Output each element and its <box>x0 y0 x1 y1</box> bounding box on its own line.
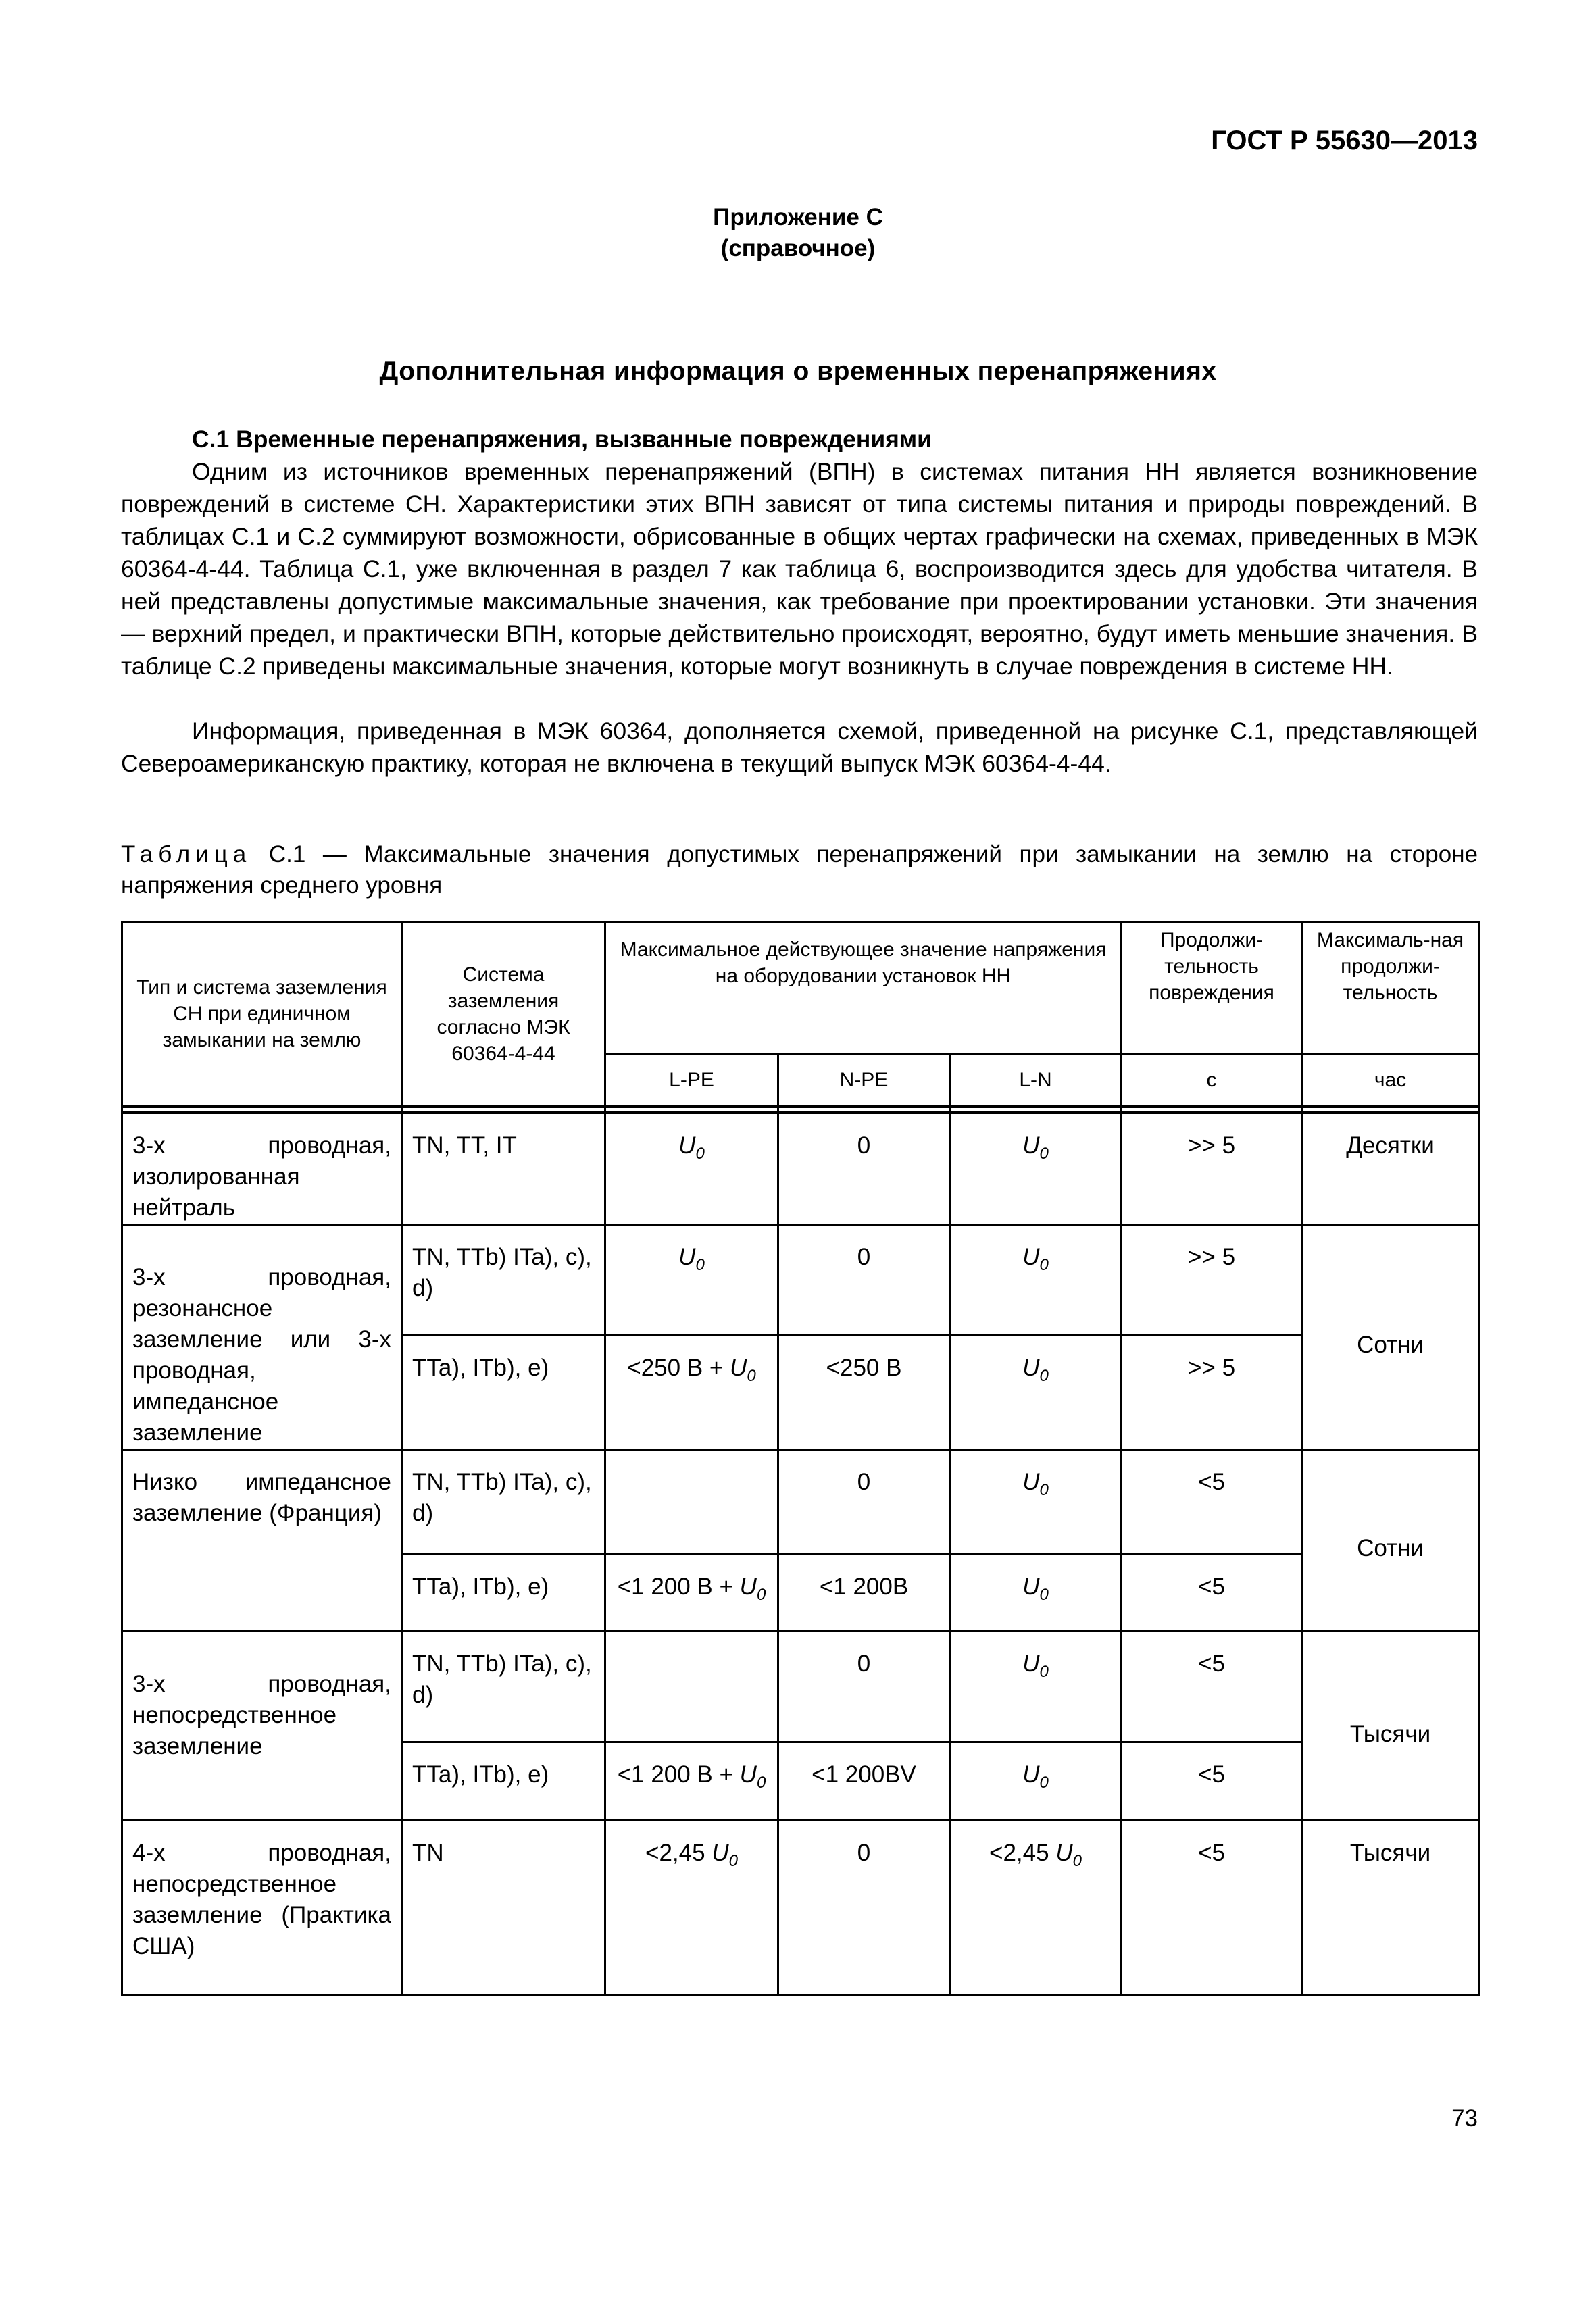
cell-max-duration: Тысячи <box>1302 1821 1479 1995</box>
cell-duration: <5 <box>1122 1555 1302 1632</box>
cell-type: 3-х проводная, непосредственное заземление <box>122 1632 402 1821</box>
header-type: Тип и система заземления СН при единичном замыкании на землю <box>122 922 402 1107</box>
u0-subscript: 0 <box>1072 1852 1082 1870</box>
cell-max-duration: Тысячи <box>1302 1632 1479 1821</box>
u0-symbol: U <box>739 1761 757 1788</box>
cell-lpe <box>605 1821 778 1995</box>
u0-subscript: 0 <box>695 1256 705 1274</box>
cell-max-duration: Десятки <box>1302 1113 1479 1225</box>
lpe-value: <2,45 <box>645 1840 712 1866</box>
section-title: Дополнительная информация о временных перенапряжениях <box>379 357 1217 386</box>
u0-symbol: U <box>1022 1574 1040 1600</box>
u0-symbol: U <box>1022 1355 1040 1381</box>
cell-system: TN, TTb) ITa), c), d) <box>402 1225 605 1336</box>
cell-npe: <250 В <box>778 1336 950 1450</box>
header-system: Система заземления согласно МЭК 60364-4-44 <box>402 922 605 1107</box>
table-caption <box>121 839 1478 901</box>
u0-symbol: U <box>1022 1761 1040 1788</box>
cell-system: TN, TTb) ITa), c), d) <box>402 1632 605 1742</box>
cell-type: 3-х проводная, резонансное заземление или 3-х проводная, импедансное заземление <box>122 1225 402 1450</box>
cell-npe: 0 <box>778 1450 950 1555</box>
header-max-duration: Максималь-ная продолжи-тельность <box>1302 922 1479 1055</box>
paragraph: Одним из источников временных перенапряжений (ВПН) в системах питания НН является возникновение повреждений в системе СН. Характеристики этих ВПН зависят от типа системы питания и природы повреждений. В таблицах С.1 и С.2 суммируют возможности, обрисованные в общих чертах графически на схемах, приведенных в МЭК 60364-4-44. Таблица С.1, уже включенная в раздел 7 как таблица 6, воспроизводится здесь для удобства читателя. В ней представлены допустимые максимальные значения, как требование при проектировании установки. Эти значения — верхний предел, и практически ВПН, которые действительно происходят, вероятно, будут иметь меньшие значения. В таблице С.2 приведены максимальные значения, которые могут возникнуть в случае повреждения в системе НН. <box>121 458 1478 680</box>
paragraph: Информация, приведенная в МЭК 60364, дополняется схемой, приведенной на рисунке С.1, представляющей Североамериканскую практику, которая не включена в текущий выпуск МЭК 60364-4-44. <box>121 718 1478 777</box>
cell-npe: <1 200BV <box>778 1742 950 1821</box>
cell-system: TTa), ITb), e) <box>402 1555 605 1632</box>
u0-symbol: U <box>712 1840 729 1866</box>
overvoltage-table <box>121 921 1480 1996</box>
table-caption-label: Таблица <box>121 841 252 867</box>
cell-ln <box>950 1742 1122 1821</box>
cell-system: TTa), ITb), e) <box>402 1336 605 1450</box>
u0-symbol: U <box>678 1244 696 1270</box>
cell-npe: 0 <box>778 1632 950 1742</box>
u0-subscript: 0 <box>756 1774 766 1792</box>
u0-subscript: 0 <box>1039 1481 1049 1499</box>
cell-max-duration: Сотни <box>1302 1450 1479 1632</box>
cell-npe: 0 <box>778 1113 950 1225</box>
lpe-value: <1 200 В + <box>617 1761 740 1788</box>
cell-lpe <box>605 1113 778 1225</box>
u0-subscript: 0 <box>1039 1256 1049 1274</box>
cell-ln <box>950 1821 1122 1995</box>
table-row <box>122 1632 1479 1742</box>
cell-ln <box>950 1225 1122 1336</box>
cell-lpe <box>605 1632 778 1742</box>
cell-lpe <box>605 1555 778 1632</box>
cell-duration: <5 <box>1122 1450 1302 1555</box>
cell-duration: >> 5 <box>1122 1336 1302 1450</box>
u0-symbol: U <box>678 1132 696 1159</box>
u0-subscript: 0 <box>695 1145 705 1163</box>
table-row <box>122 1450 1479 1555</box>
table-row <box>122 1113 1479 1225</box>
cell-lpe <box>605 1742 778 1821</box>
u0-symbol: U <box>1022 1651 1040 1677</box>
header-unit-s: с <box>1122 1055 1302 1107</box>
cell-ln <box>950 1113 1122 1225</box>
u0-symbol: U <box>739 1574 757 1600</box>
header-duration: Продолжи-тельность повреждения <box>1122 922 1302 1055</box>
cell-ln <box>950 1555 1122 1632</box>
u0-symbol: U <box>730 1355 747 1381</box>
u0-subscript: 0 <box>747 1367 756 1385</box>
cell-npe: 0 <box>778 1821 950 1995</box>
cell-npe: 0 <box>778 1225 950 1336</box>
u0-symbol: U <box>1022 1132 1040 1159</box>
header-npe: N-PE <box>778 1055 950 1107</box>
document-code: ГОСТ Р 55630—2013 <box>1211 126 1478 155</box>
cell-lpe <box>605 1450 778 1555</box>
annex-title: Приложение С <box>713 204 883 230</box>
cell-ln <box>950 1450 1122 1555</box>
u0-subscript: 0 <box>1039 1663 1049 1681</box>
header-unit-h: час <box>1302 1055 1479 1107</box>
subsection-heading: С.1 Временные перенапряжения, вызванные повреждениями <box>192 426 932 453</box>
cell-type: 3-х проводная, изолированная нейтраль <box>122 1113 402 1225</box>
cell-duration: <5 <box>1122 1742 1302 1821</box>
page-number: 73 <box>1451 2105 1478 2132</box>
cell-duration: >> 5 <box>1122 1225 1302 1336</box>
cell-type: Низко импедансное заземление (Франция) <box>122 1450 402 1632</box>
cell-lpe <box>605 1225 778 1336</box>
u0-subscript: 0 <box>1039 1586 1049 1604</box>
cell-lpe <box>605 1336 778 1450</box>
cell-type: 4-х проводная, непосредственное заземление (Практика США) <box>122 1821 402 1995</box>
table-row <box>122 1225 1479 1336</box>
table-row <box>122 1821 1479 1995</box>
ln-value: <2,45 <box>989 1840 1056 1866</box>
u0-symbol: U <box>1055 1840 1073 1866</box>
annex-kind: (справочное) <box>720 235 876 261</box>
lpe-value: <1 200 В + <box>617 1574 740 1600</box>
header-max-value: Максимальное действующее значение напряжения на оборудовании установок НН <box>605 922 1122 1055</box>
u0-symbol: U <box>1022 1244 1040 1270</box>
u0-subscript: 0 <box>1039 1367 1049 1385</box>
cell-system: TN <box>402 1821 605 1995</box>
cell-duration: >> 5 <box>1122 1113 1302 1225</box>
u0-symbol: U <box>1022 1469 1040 1495</box>
cell-npe: <1 200В <box>778 1555 950 1632</box>
cell-system: TTa), ITb), e) <box>402 1742 605 1821</box>
cell-system: TN, TT, IT <box>402 1113 605 1225</box>
cell-duration: <5 <box>1122 1632 1302 1742</box>
cell-ln <box>950 1336 1122 1450</box>
lpe-value: <250 В + <box>627 1355 730 1381</box>
header-lpe: L-PE <box>605 1055 778 1107</box>
u0-subscript: 0 <box>1039 1774 1049 1792</box>
cell-max-duration: Сотни <box>1302 1225 1479 1450</box>
u0-subscript: 0 <box>728 1852 738 1870</box>
u0-subscript: 0 <box>1039 1145 1049 1163</box>
table-caption-text: С.1 — Максимальные значения допустимых перенапряжений при замыкании на землю на стороне напряжения среднего уровня <box>121 841 1478 899</box>
header-ln: L-N <box>950 1055 1122 1107</box>
u0-subscript: 0 <box>756 1586 766 1604</box>
cell-duration: <5 <box>1122 1821 1302 1995</box>
cell-ln <box>950 1632 1122 1742</box>
cell-system: TN, TTb) ITa), c), d) <box>402 1450 605 1555</box>
